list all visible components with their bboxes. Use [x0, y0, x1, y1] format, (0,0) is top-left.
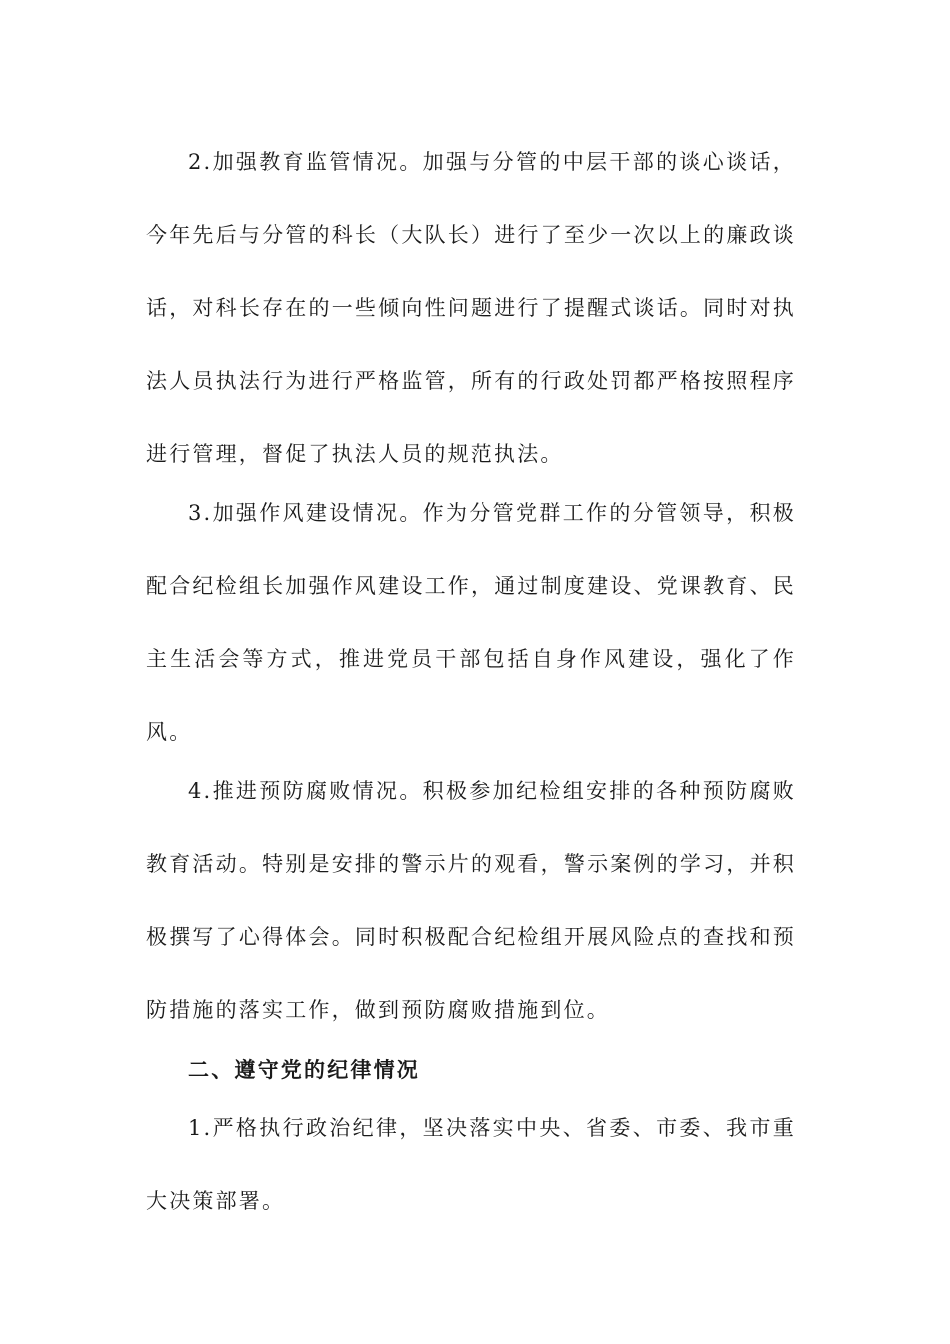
- section-heading-party-discipline: 二、遵守党的纪律情况: [188, 1057, 420, 1082]
- paragraph-work-style: 3.加强作风建设情况。作为分管党群工作的分管领导，积极配合纪检组长加强作风建设工作，通过制度建设、党课教育、民主生活会等方式，推进党员干部包括自身作风建设，强化了作风。: [146, 501, 796, 744]
- document-body: [146, 126, 796, 1238]
- paragraph-corruption-prevention: 4.推进预防腐败情况。积极参加纪检组安排的各种预防腐败教育活动。特别是安排的警示片的观看，警示案例的学习，并积极撰写了心得体会。同时积极配合纪检组开展风险点的查找和预防措施的落实工作，做到预防腐败措施到位。: [146, 779, 796, 1022]
- paragraph-political-discipline: 1.严格执行政治纪律，坚决落实中央、省委、市委、我市重大决策部署。: [146, 1116, 796, 1213]
- paragraph-education-supervision: 2.加强教育监管情况。加强与分管的中层干部的谈心谈话，今年先后与分管的科长（大队长）进行了至少一次以上的廉政谈话，对科长存在的一些倾向性问题进行了提醒式谈话。同时对执法人员执法行为进行严格监管，所有的行政处罚都严格按照程序进行管理，督促了执法人员的规范执法。: [146, 150, 796, 466]
